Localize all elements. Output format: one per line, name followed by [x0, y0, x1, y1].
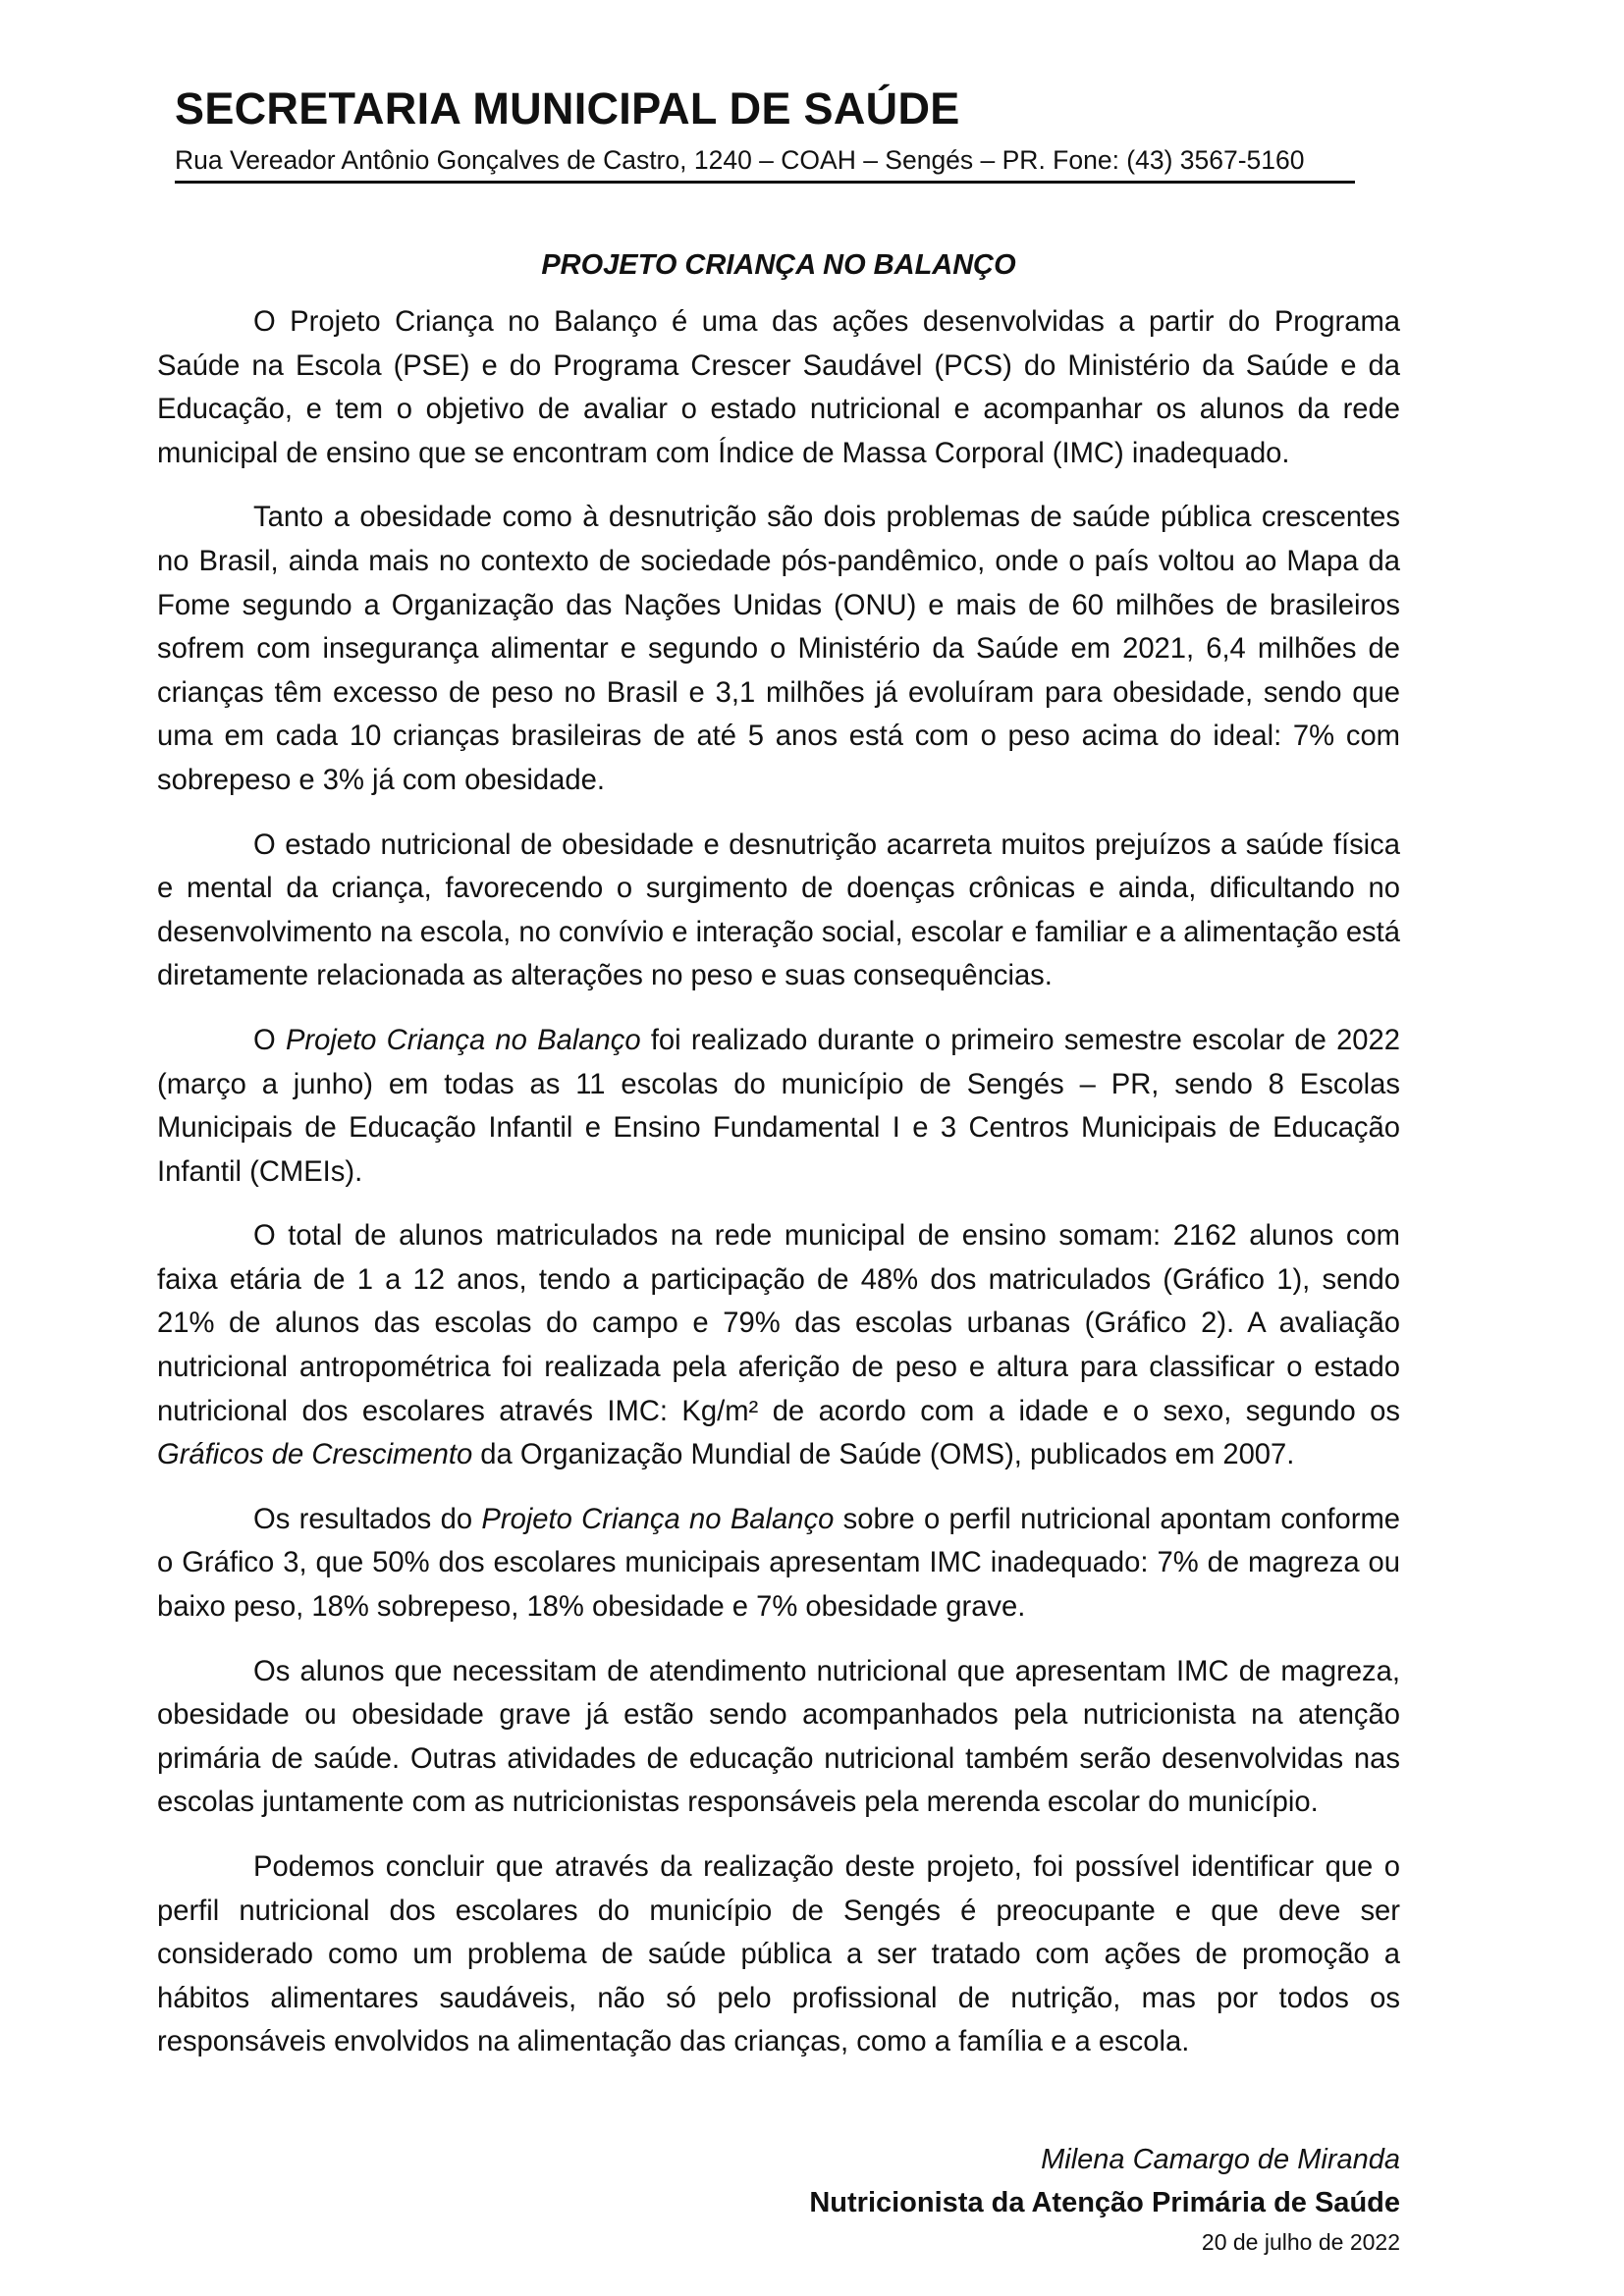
paragraph-2: Tanto a obesidade como à desnutrição são dois problemas de saúde pública crescentes no Brasil, ainda mais no contexto de sociedade pós-pandêmico, onde o país voltou ao Mapa da Fome segundo a Organização das Nações Unidas (ONU) e mais de 60 milhões de brasileiros sofrem com insegurança alimentar e segundo o Ministério da Saúde em 2021, 6,4 milhões de crianças têm excesso de peso no Brasil e 3,1 milhões já evoluíram para obesidade, sendo que uma em cada 10 crianças brasileiras de até 5 anos está com o peso acima do ideal: 7% com sobrepeso e 3% já com obesidade.	[157, 502, 1400, 796]
paragraph-7: Os alunos que necessitam de atendimento nutricional que apresentam IMC de magreza, obesidade ou obesidade grave já estão sendo acompanhados pela nutricionista na atenção primária de saúde. Outras atividades de educação nutricional também serão desenvolvidas nas escolas juntamente com as nutricionistas responsáveis pela merenda escolar do município.	[157, 1655, 1400, 1819]
paragraph-4-text-a: O	[253, 1024, 286, 1056]
document-date: 20 de julho de 2022	[1201, 2229, 1400, 2255]
paragraph-1: O Projeto Criança no Balanço é uma das ações desenvolvidas a partir do Programa Saúde na Escola (PSE) e do Programa Crescer Saudável (PCS) do Ministério da Saúde e da Educação, e tem o objetivo de avaliar o estado nutricional e acompanhar os alunos da rede municipal de ensino que se encontram com Índice de Massa Corporal (IMC) inadequado.	[157, 306, 1400, 469]
paragraph-5	[157, 1214, 1400, 1477]
organization-address: Rua Vereador Antônio Gonçalves de Castro, 1240 – COAH – Sengés – PR. Fone: (43) 3567-5160	[175, 145, 1305, 175]
signature-block	[809, 2138, 1400, 2260]
paragraph-5-text-c: da Organização Mundial de Saúde (OMS), publicados em 2007.	[472, 1439, 1295, 1471]
document-body	[157, 300, 1400, 2085]
document-title: PROJETO CRIANÇA NO BALANÇO	[541, 249, 1016, 281]
paragraph-4-project-name: Projeto Criança no Balanço	[285, 1024, 641, 1056]
paragraph-3: O estado nutricional de obesidade e desnutrição acarreta muitos prejuízos a saúde física e mental da criança, favorecendo o surgimento de doenças crônicas e ainda, dificultando no desenvolvimento na escola, no convívio e interação social, escolar e familiar e a alimentação está diretamente relacionada as alterações no peso e suas consequências.	[157, 828, 1400, 992]
paragraph-5-text-a: O total de alunos matriculados na rede municipal de ensino somam: 2162 alunos com faixa etária de 1 a 12 anos, tendo a participação de 48% dos matriculados (Gráfico 1), sendo 21% de alunos das escolas do campo e 79% das escolas urbanas (Gráfico 2). A avaliação nutricional antropométrica foi realizada pela aferição de peso e altura para classificar o estado nutricional dos escolares através IMC: Kg/m² de acordo com a idade e o sexo, segundo os	[157, 1220, 1400, 1427]
paragraph-5-reference: Gráficos de Crescimento	[157, 1439, 473, 1471]
paragraph-6-text-c: sobre o perfil nutricional apontam conforme o Gráfico 3, que 50% dos escolares municipais apresentam IMC inadequado: 7% de magreza ou baixo peso, 18% sobrepeso, 18% obesidade e 7% obesidade grave.	[157, 1503, 1400, 1624]
paragraph-6-project-name: Projeto Criança no Balanço	[481, 1503, 835, 1535]
organization-name: SECRETARIA MUNICIPAL DE SAÚDE	[175, 83, 960, 133]
paragraph-6	[157, 1498, 1400, 1629]
paragraph-4-text-c: foi realizado durante o primeiro semestre escolar de 2022 (março a junho) em todas as 11 escolas do município de Sengés – PR, sendo 8 Escolas Municipais de Educação Infantil e Ensino Fundamental I e 3 Centros Municipais de Educação Infantil (CMEIs).	[157, 1024, 1401, 1188]
signer-role: Nutricionista da Atenção Primária de Saúde	[809, 2187, 1400, 2218]
paragraph-6-text-a: Os resultados do	[253, 1503, 482, 1535]
header-divider	[175, 181, 1355, 184]
letterhead	[175, 79, 1353, 179]
paragraph-4	[157, 1019, 1400, 1194]
paragraph-8: Podemos concluir que através da realização deste projeto, foi possível identificar que o perfil nutricional dos escolares do município de Sengés é preocupante e que deve ser considerado como um problema de saúde pública a ser tratado com ações de promoção a hábitos alimentares saudáveis, não só pelo profissional de nutrição, mas por todos os responsáveis envolvidos na alimentação das crianças, como a família e a escola.	[157, 1851, 1400, 2058]
signer-name: Milena Camargo de Miranda	[1041, 2144, 1400, 2175]
